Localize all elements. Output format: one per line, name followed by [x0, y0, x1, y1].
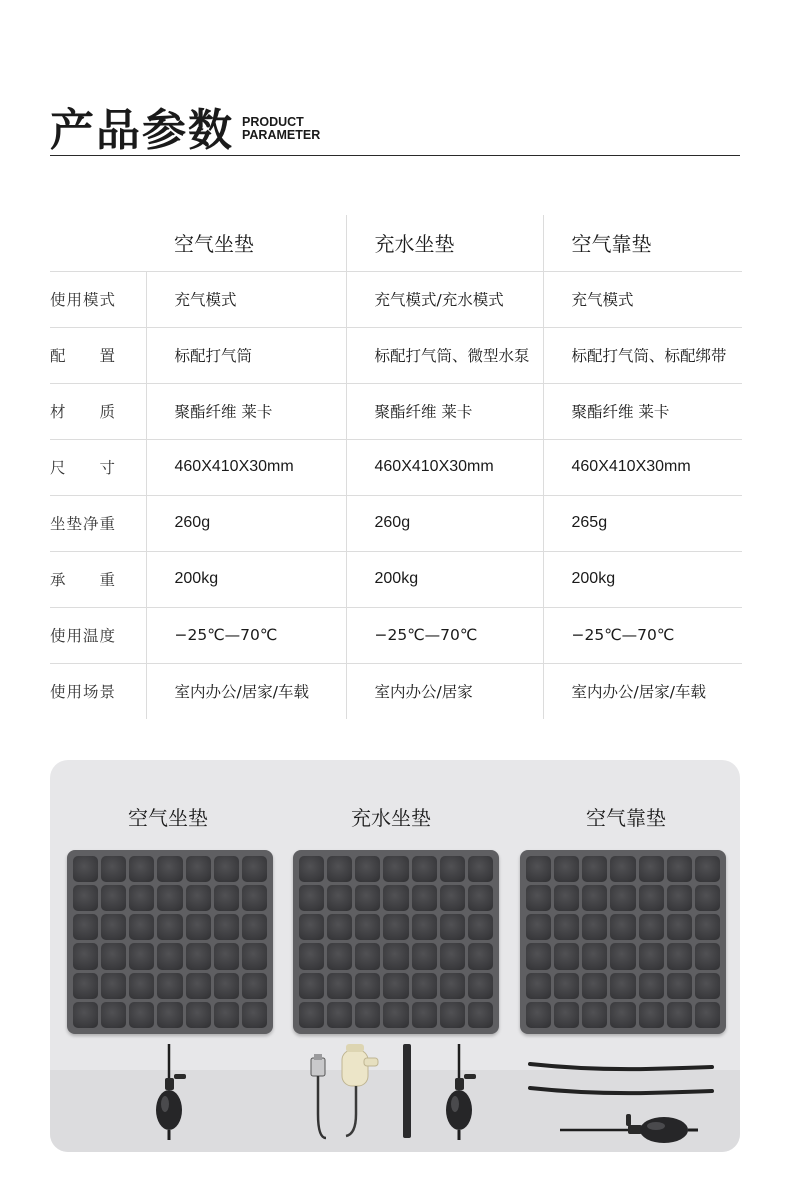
- cushion-cell: [101, 943, 126, 969]
- cushion-cell: [355, 914, 380, 940]
- cushion-cell: [639, 885, 664, 911]
- table-cell: 260g: [146, 495, 346, 551]
- cushion-cell: [327, 914, 352, 940]
- table-cell: 室内办公/居家/车载: [146, 663, 346, 719]
- table-cell: 200kg: [346, 551, 543, 607]
- cushion-cell: [299, 1002, 324, 1028]
- cushion-cell: [440, 943, 465, 969]
- cushion-cell: [242, 1002, 267, 1028]
- cushion-cell: [554, 856, 579, 882]
- cushion-cell: [582, 856, 607, 882]
- row-label: 材 质: [50, 383, 146, 439]
- table-cell: 标配打气筒、标配绑带: [543, 327, 742, 383]
- cushion-cell: [157, 973, 182, 999]
- table-cell: −25℃—70℃: [543, 607, 742, 663]
- hand-pump-icon: [556, 1110, 706, 1146]
- header-empty-cell: [50, 215, 146, 271]
- cushion-cell: [610, 914, 635, 940]
- air-seat-cushion-image: [67, 850, 273, 1034]
- cushion-cell: [582, 885, 607, 911]
- table-cell: 聚酯纤维 莱卡: [346, 383, 543, 439]
- cushion-cell: [667, 1002, 692, 1028]
- cushion-cell: [383, 856, 408, 882]
- cushion-cell: [412, 973, 437, 999]
- table-cell: 标配打气筒: [146, 327, 346, 383]
- water-seat-cushion-image: [293, 850, 499, 1034]
- cushion-cell: [157, 914, 182, 940]
- table-cell: 200kg: [146, 551, 346, 607]
- cushion-cell: [554, 1002, 579, 1028]
- cushion-cell: [101, 973, 126, 999]
- row-label: 承 重: [50, 551, 146, 607]
- cushion-cell: [101, 914, 126, 940]
- cushion-cell: [526, 914, 551, 940]
- air-back-cushion-image: [520, 850, 726, 1034]
- cushion-cell: [440, 856, 465, 882]
- cushion-cell: [554, 943, 579, 969]
- section-subtitle: [242, 116, 320, 142]
- cushion-cell: [355, 943, 380, 969]
- table-cell: 标配打气筒、微型水泵: [346, 327, 543, 383]
- cushion-cell: [440, 973, 465, 999]
- cushion-cell: [412, 885, 437, 911]
- cushion-cell: [526, 885, 551, 911]
- spec-table: [50, 215, 742, 719]
- strap-icon: [526, 1058, 716, 1076]
- cushion-cell: [383, 885, 408, 911]
- cushion-cell: [242, 885, 267, 911]
- cushion-cell: [440, 885, 465, 911]
- row-label: 尺 寸: [50, 439, 146, 495]
- cushion-cell: [468, 943, 493, 969]
- row-label: 使用温度: [50, 607, 146, 663]
- cushion-cell: [412, 914, 437, 940]
- cushion-cell: [157, 943, 182, 969]
- cushion-cell: [327, 1002, 352, 1028]
- cushion-cell: [327, 856, 352, 882]
- cushion-cell: [73, 973, 98, 999]
- table-row: [50, 607, 742, 663]
- table-cell: 充气模式: [543, 271, 742, 327]
- cushion-cell: [355, 1002, 380, 1028]
- cushion-cell: [214, 1002, 239, 1028]
- section-title: 产品参数: [50, 105, 234, 156]
- cushion-cell: [582, 1002, 607, 1028]
- cushion-cell: [667, 973, 692, 999]
- cushion-cell: [695, 943, 720, 969]
- table-cell: 充气模式/充水模式: [346, 271, 543, 327]
- table-row: [50, 663, 742, 719]
- column-header: 空气靠垫: [543, 215, 742, 271]
- table-cell: 室内办公/居家/车载: [543, 663, 742, 719]
- cushion-cell: [186, 943, 211, 969]
- cushion-cell: [468, 885, 493, 911]
- cushion-cell: [186, 885, 211, 911]
- cushion-cell: [582, 973, 607, 999]
- cushion-cell: [242, 943, 267, 969]
- cushion-cell: [214, 885, 239, 911]
- cushion-cell: [299, 856, 324, 882]
- cushion-cell: [610, 943, 635, 969]
- column-header: 充水坐垫: [346, 215, 543, 271]
- table-header-row: [50, 215, 742, 271]
- cushion-cell: [157, 1002, 182, 1028]
- cushion-cell: [412, 1002, 437, 1028]
- cushion-cell: [582, 914, 607, 940]
- cushion-cell: [554, 914, 579, 940]
- cushion-cell: [299, 973, 324, 999]
- cushion-cell: [468, 973, 493, 999]
- cushion-cell: [214, 914, 239, 940]
- cushion-cell: [695, 914, 720, 940]
- cushion-cell: [695, 1002, 720, 1028]
- subtitle-line-1: PRODUCT: [242, 115, 304, 129]
- cushion-cell: [695, 973, 720, 999]
- cushion-cell: [610, 885, 635, 911]
- cushion-cell: [639, 973, 664, 999]
- cushion-cell: [327, 973, 352, 999]
- row-label: 坐垫净重: [50, 495, 146, 551]
- cushion-cell: [186, 973, 211, 999]
- cushion-cell: [129, 885, 154, 911]
- table-cell: 265g: [543, 495, 742, 551]
- cushion-cell: [526, 973, 551, 999]
- table-cell: 聚酯纤维 莱卡: [543, 383, 742, 439]
- cushion-cell: [157, 885, 182, 911]
- table-cell: 200kg: [543, 551, 742, 607]
- cushion-cell: [667, 943, 692, 969]
- cushion-cell: [214, 973, 239, 999]
- cushion-cell: [526, 1002, 551, 1028]
- row-label: 使用模式: [50, 271, 146, 327]
- cushion-cell: [695, 885, 720, 911]
- cushion-cell: [242, 973, 267, 999]
- cushion-cell: [129, 943, 154, 969]
- cushion-cell: [412, 856, 437, 882]
- cushion-cell: [526, 943, 551, 969]
- row-label: 配 置: [50, 327, 146, 383]
- cushion-cell: [667, 914, 692, 940]
- table-cell: −25℃—70℃: [346, 607, 543, 663]
- cushion-cell: [101, 885, 126, 911]
- cushion-cell: [554, 885, 579, 911]
- subtitle-line-2: PARAMETER: [242, 128, 321, 142]
- cushion-cell: [383, 914, 408, 940]
- cushion-cell: [214, 856, 239, 882]
- table-row: [50, 327, 742, 383]
- hand-pump-icon: [150, 1042, 196, 1142]
- hand-pump-icon: [442, 1042, 488, 1142]
- cushion-cell: [355, 973, 380, 999]
- table-cell: 460X410X30mm: [346, 439, 543, 495]
- cushion-cell: [299, 943, 324, 969]
- table-cell: 室内办公/居家: [346, 663, 543, 719]
- table-cell: 460X410X30mm: [543, 439, 742, 495]
- cushion-cell: [299, 914, 324, 940]
- cushion-cell: [214, 943, 239, 969]
- cushion-cell: [639, 856, 664, 882]
- table-cell: 充气模式: [146, 271, 346, 327]
- cushion-cell: [129, 856, 154, 882]
- product-title: 空气坐垫: [128, 806, 208, 830]
- cushion-cell: [73, 1002, 98, 1028]
- cushion-cell: [667, 856, 692, 882]
- table-cell: 260g: [346, 495, 543, 551]
- table-cell: 460X410X30mm: [146, 439, 346, 495]
- cushion-cell: [355, 856, 380, 882]
- cushion-cell: [157, 856, 182, 882]
- cushion-cell: [101, 856, 126, 882]
- cushion-cell: [695, 856, 720, 882]
- cushion-cell: [610, 973, 635, 999]
- table-row: [50, 551, 742, 607]
- cushion-cell: [73, 885, 98, 911]
- cushion-cell: [73, 914, 98, 940]
- cushion-cell: [383, 973, 408, 999]
- cushion-cell: [73, 856, 98, 882]
- usb-cable-icon: [304, 1054, 336, 1140]
- table-row: [50, 383, 742, 439]
- tube-icon: [398, 1042, 416, 1140]
- cushion-cell: [468, 914, 493, 940]
- column-header: 空气坐垫: [174, 232, 254, 257]
- cushion-cell: [554, 973, 579, 999]
- cushion-cell: [526, 856, 551, 882]
- cushion-cell: [440, 1002, 465, 1028]
- section-header: [50, 92, 740, 156]
- cushion-cell: [383, 943, 408, 969]
- cushion-cell: [412, 943, 437, 969]
- cushion-cell: [582, 943, 607, 969]
- cushion-cell: [610, 1002, 635, 1028]
- cushion-cell: [242, 914, 267, 940]
- cushion-cell: [468, 1002, 493, 1028]
- cushion-cell: [73, 943, 98, 969]
- cushion-cell: [610, 856, 635, 882]
- cushion-cell: [383, 1002, 408, 1028]
- cushion-cell: [468, 856, 493, 882]
- table-row: [50, 271, 742, 327]
- strap-icon: [526, 1082, 716, 1100]
- cushion-cell: [355, 885, 380, 911]
- cushion-cell: [186, 1002, 211, 1028]
- cushion-cell: [440, 914, 465, 940]
- cushion-cell: [299, 885, 324, 911]
- product-title: 空气靠垫: [586, 806, 666, 830]
- product-title: 充水坐垫: [351, 806, 431, 830]
- cushion-cell: [186, 914, 211, 940]
- table-cell: 聚酯纤维 莱卡: [146, 383, 346, 439]
- cushion-cell: [639, 943, 664, 969]
- table-row: [50, 439, 742, 495]
- cushion-cell: [667, 885, 692, 911]
- table-row: [50, 495, 742, 551]
- table-cell: −25℃—70℃: [146, 607, 346, 663]
- cushion-cell: [129, 914, 154, 940]
- cushion-cell: [327, 943, 352, 969]
- cushion-cell: [129, 973, 154, 999]
- cushion-cell: [186, 856, 211, 882]
- cushion-cell: [639, 1002, 664, 1028]
- cushion-cell: [327, 885, 352, 911]
- row-label: 使用场景: [50, 663, 146, 719]
- product-panel: [50, 760, 740, 1152]
- cushion-cell: [101, 1002, 126, 1028]
- cushion-cell: [129, 1002, 154, 1028]
- water-pump-icon: [334, 1044, 384, 1140]
- cushion-cell: [639, 914, 664, 940]
- cushion-cell: [242, 856, 267, 882]
